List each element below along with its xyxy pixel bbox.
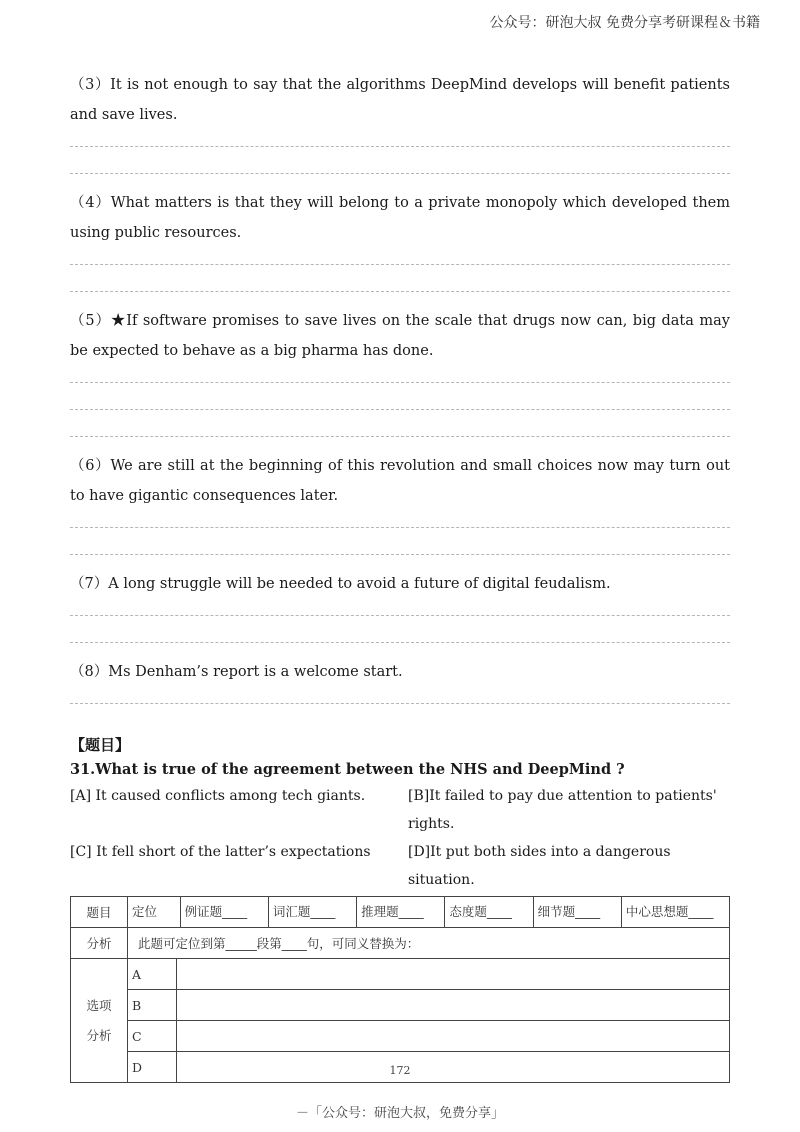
locate-cell[interactable]: 此题可定位到第_____段第____句，可同义替换为： [128,928,730,959]
sentence-text: It is not enough to say that the algorithms DeepMind develops will benefit patients and save lives. [70,77,730,123]
table-row-option-c [71,1021,730,1052]
type-inference[interactable]: 推理题____ [357,897,445,927]
section-title: 【题目】 [70,736,131,754]
sentence-text: ★If software promises to save lives on the scale that drugs now can, big data may be expected to behave as a big pharma has done. [70,313,730,359]
answer-line[interactable] [70,642,730,643]
sentence-block-7 [70,569,730,643]
analysis-table [70,896,730,1083]
type-locate: 定位 [128,897,181,927]
answer-line[interactable] [70,409,730,410]
answer-line[interactable] [70,264,730,265]
sentence-number: （6） [70,458,111,474]
sentence-8 [70,657,730,687]
row-label-analysis: 分析 [71,928,128,959]
sentence-3 [70,70,730,130]
type-attitude[interactable]: 态度题____ [445,897,533,927]
answer-line[interactable] [70,173,730,174]
sentence-7 [70,569,730,599]
question-options [70,782,730,894]
row-label-question: 题目 [71,897,128,928]
answer-line[interactable] [70,291,730,292]
options-label-2: 分析 [86,1027,112,1043]
option-b: [B]It failed to pay due attention to patients' rights. [408,788,717,832]
sentence-text: A long struggle will be needed to avoid a future of digital feudalism. [108,576,611,592]
sentence-4 [70,188,730,248]
answer-line[interactable] [70,146,730,147]
answer-line[interactable] [70,527,730,528]
footer-note: －「公众号：研泡大叔，免费分享」 [295,1106,504,1121]
option-analysis-b[interactable] [177,990,730,1021]
sentence-6 [70,451,730,511]
answer-line[interactable] [70,382,730,383]
sentence-block-6 [70,451,730,555]
sentence-number: （8） [70,664,109,680]
type-vocab[interactable]: 词汇题____ [269,897,357,927]
option-letter-a: A [128,959,177,990]
page-content [70,70,730,1083]
option-d: [D]It put both sides into a dangerous situation. [408,844,671,888]
sentence-5 [70,306,730,366]
sentence-number: （3） [70,77,111,93]
sentence-number: （5） [70,313,111,329]
table-row-type [71,897,730,928]
sentence-text: We are still at the beginning of this revolution and small choices now may turn out to have gigantic consequences later. [70,458,730,504]
answer-line[interactable] [70,554,730,555]
sentence-block-5 [70,306,730,437]
header-note: 公众号：研泡大叔 免费分享考研课程＆书籍 [489,15,760,31]
sentence-number: （7） [70,576,109,592]
page-number: 172 [389,1064,411,1077]
options-label-1: 选项 [86,997,112,1013]
option-letter-d: D [128,1052,177,1083]
sentence-block-8 [70,657,730,704]
sentence-block-4 [70,188,730,292]
option-letter-c: C [128,1021,177,1052]
option-letter-b: B [128,990,177,1021]
answer-line[interactable] [70,703,730,704]
option-c: [C] It fell short of the latter’s expectations [70,844,371,860]
question-text: 31.What is true of the agreement between the NHS and DeepMind ? [70,761,625,778]
option-analysis-a[interactable] [177,959,730,990]
sentence-number: （4） [70,195,111,211]
option-a: [A] It caused conflicts among tech giants. [70,788,366,804]
sentence-block-3 [70,70,730,174]
type-cell [128,897,730,928]
table-row-locate [71,928,730,959]
type-detail[interactable]: 细节题____ [534,897,622,927]
sentence-text: What matters is that they will belong to a private monopoly which developed them using public resources. [70,195,730,241]
answer-line[interactable] [70,436,730,437]
option-analysis-c[interactable] [177,1021,730,1052]
answer-line[interactable] [70,615,730,616]
table-row-option-b [71,990,730,1021]
type-main-idea[interactable]: 中心思想题____ [625,904,714,919]
question-type-row [128,897,729,927]
table-row-option-a [71,959,730,990]
type-example[interactable]: 例证题____ [181,897,269,927]
sentence-text: Ms Denham’s report is a welcome start. [108,664,403,680]
